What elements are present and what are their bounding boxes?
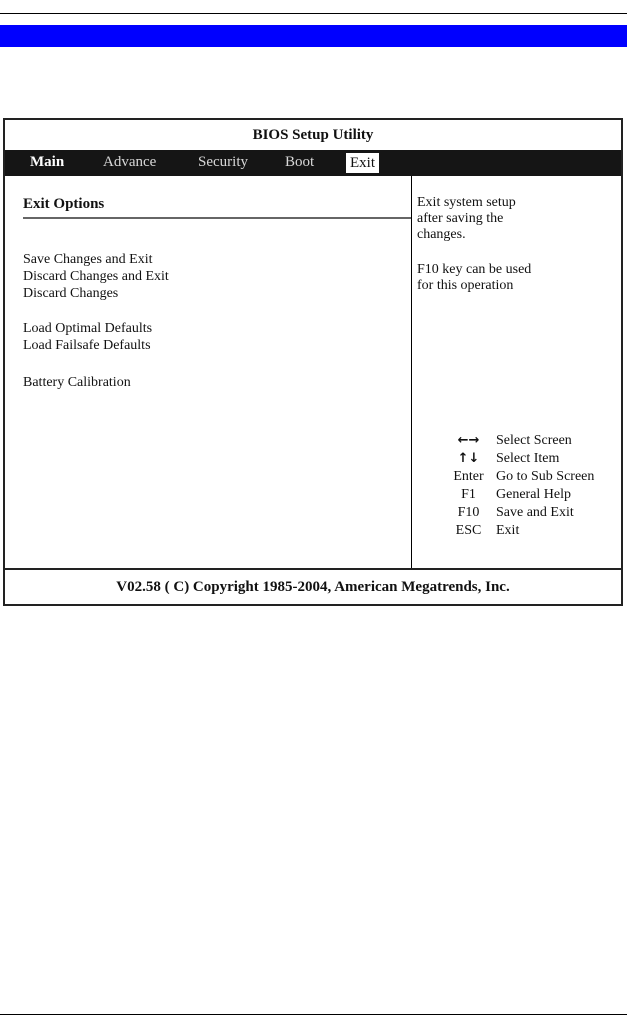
tab-main[interactable]: Main <box>30 154 65 170</box>
section-divider <box>23 217 411 219</box>
key-hint-f10 <box>412 504 621 522</box>
option-save-changes-and-exit[interactable]: Save Changes and Exit <box>23 252 153 267</box>
option-discard-changes[interactable]: Discard Changes <box>23 286 119 301</box>
tab-advance[interactable]: Advance <box>103 154 157 170</box>
key-description: Save and Exit <box>496 505 574 520</box>
tab-exit[interactable]: Exit <box>346 153 379 173</box>
key-label: F1 <box>461 487 476 502</box>
help-text-line: Exit system setup <box>417 195 516 210</box>
key-hint-enter <box>412 468 621 486</box>
tab-security[interactable]: Security <box>198 154 248 170</box>
key-description: Select Screen <box>496 433 572 448</box>
key-description: Select Item <box>496 451 560 466</box>
option-discard-changes-and-exit[interactable]: Discard Changes and Exit <box>23 269 169 284</box>
section-banner <box>0 25 627 47</box>
key-label: ESC <box>455 523 482 538</box>
help-text-line: F10 key can be used <box>417 262 532 277</box>
left-right-arrows-icon: ←→ <box>457 433 480 448</box>
key-label: F10 <box>457 505 480 520</box>
help-text-line: changes. <box>417 227 466 242</box>
help-text-line: for this operation <box>417 278 514 293</box>
section-title: Exit Options <box>23 196 105 212</box>
up-down-arrows-icon: ↑↓ <box>457 451 480 466</box>
key-hint-select-item <box>412 450 621 468</box>
key-hint-select-screen <box>412 432 621 450</box>
key-description: Exit <box>496 523 520 538</box>
key-hint-esc <box>412 522 621 540</box>
top-rule <box>0 13 627 14</box>
bios-setup-window <box>3 118 623 606</box>
option-battery-calibration[interactable]: Battery Calibration <box>23 375 131 390</box>
key-description: Go to Sub Screen <box>496 469 595 484</box>
option-load-failsafe-defaults[interactable]: Load Failsafe Defaults <box>23 338 151 353</box>
bios-title: BIOS Setup Utility <box>252 126 374 143</box>
help-pane <box>412 176 621 568</box>
tab-boot[interactable]: Boot <box>285 154 315 170</box>
key-hint-f1 <box>412 486 621 504</box>
option-load-optimal-defaults[interactable]: Load Optimal Defaults <box>23 321 153 336</box>
key-label: Enter <box>453 469 484 484</box>
menu-bar <box>5 150 621 176</box>
copyright-footer: V02.58 ( C) Copyright 1985-2004, American Megatrends, Inc. <box>5 568 621 604</box>
bottom-rule <box>0 1014 627 1015</box>
key-description: General Help <box>496 487 572 502</box>
help-text-line: after saving the <box>417 211 504 226</box>
options-pane <box>5 176 411 568</box>
